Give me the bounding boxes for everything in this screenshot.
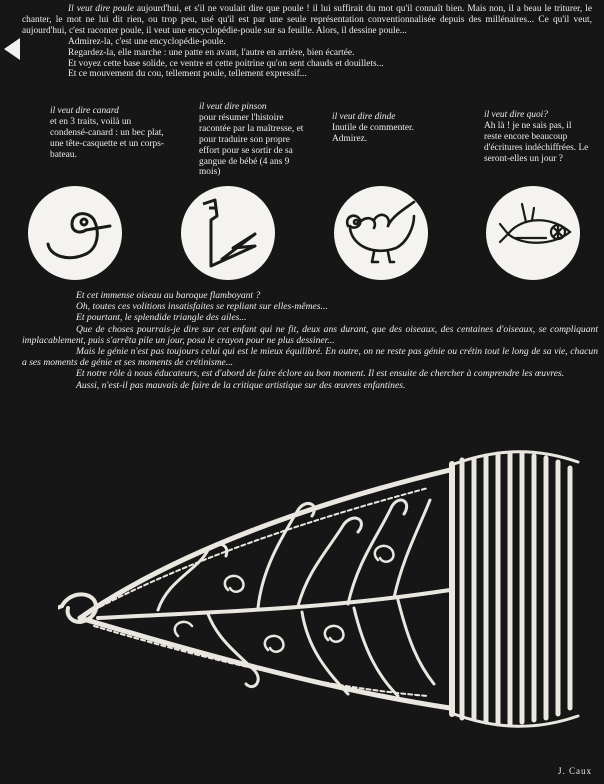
caption-lead: il veut dire canard: [50, 106, 119, 116]
back-arrow-icon[interactable]: [4, 38, 20, 60]
caption-text: Inutile de commenter. Admirez.: [332, 122, 415, 144]
intro-line: Et ce mouvement du cou, tellement poule, tellement expressif...: [68, 69, 307, 80]
duck-drawing-icon: [28, 186, 122, 280]
caption-canard: [50, 106, 168, 161]
intro-paragraph: [22, 4, 592, 37]
intro-body: aujourd'hui, et s'il ne voulait dire que poule ! il lui suffirait du mot qu'il connaît bien. Mais non, il a beau le triturer, le chanter, le mot ne lui dit rien, ou trop peu, usé qu'il est par une seule représentation conventionnalisée depuis des millénaires... Ce qu'il veut, aujourd'hui, c'est raconter poule, il veut une encyclopédie-poule sur sa feuille. Alors, il dessine poule...: [22, 4, 592, 36]
commentary-line: Aussi, n'est-il pas mauvais de faire de la critique artistique sur des œuvres enfantines.: [76, 379, 406, 391]
drawing-disc-canard: [28, 186, 122, 280]
commentary-text: [22, 290, 598, 391]
commentary-line: Mais le génie n'est pas toujours celui qui est le mieux équilibré. En outre, on ne reste pas génie ou crétin tout le long de sa vie, chacun a ses moments de génie et ses moments de crétinisme...: [22, 346, 598, 369]
caption-text: pour résumer l'histoire racontée par la maîtresse, et pour traduire son propre effort pour se sortir de sa gangue de bébé (4 ans 9 mois): [199, 112, 304, 178]
caption-quoi: [484, 110, 590, 165]
intro-text: [22, 4, 592, 80]
commentary-line: Et pourtant, le splendide triangle des ailes...: [76, 312, 247, 324]
turkey-drawing-icon: [334, 186, 428, 280]
commentary-line: Et notre rôle à nous éducateurs, est d'abord de faire éclore au bon moment. Il est ensuite de chercher à comprendre les œuvres.: [76, 368, 565, 380]
caption-lead: il veut dire quoi?: [484, 110, 548, 120]
finch-drawing-icon: [181, 186, 275, 280]
intro-line: Admirez-la, c'est une encyclopédie-poule.: [68, 36, 226, 47]
caption-text: et en 3 traits, voilà un condensé-canard : un bec plat, une tête-casquette et un corps-bateau.: [50, 116, 165, 160]
commentary-line: Et cet immense oiseau au baroque flamboyant ?: [76, 290, 261, 301]
drawing-disc-quoi: [486, 186, 580, 280]
caption-dinde: [332, 112, 444, 145]
fish-drawing-icon: [486, 186, 580, 280]
drawing-disc-pinson: [181, 186, 275, 280]
caption-pinson: [199, 102, 311, 178]
intro-line: Et voyez cette base solide, ce ventre et cette poitrine qu'on sent chauds et douillets...: [68, 58, 384, 69]
drawing-disc-dinde: [334, 186, 428, 280]
caption-text: Ah là ! je ne sais pas, il reste encore beaucoup d'écritures indéchiffrées. Le seront-elles un jour ?: [484, 120, 589, 164]
intro-lead: Il veut dire poule: [68, 4, 134, 14]
commentary-line: Oh, toutes ces volitions insatisfaites se repliant sur elles-mêmes...: [76, 301, 328, 313]
baroque-bird-drawing-icon: [58, 440, 604, 740]
intro-line: Regardez-la, elle marche : une patte en avant, l'autre en arrière, bien écartée.: [68, 47, 355, 58]
commentary-line: Que de choses pourrais-je dire sur cet enfant qui ne fit, deux ans durant, que des oiseaux, des centaines d'oiseaux, se compliquant implacablement, puis s'arrêta pile un jour, posa le crayon pour ne plus dessiner...: [22, 323, 598, 346]
caption-lead: il veut dire pinson: [199, 102, 267, 112]
caption-lead: il veut dire dinde: [332, 112, 396, 122]
author-credit: J. Caux: [558, 766, 592, 776]
